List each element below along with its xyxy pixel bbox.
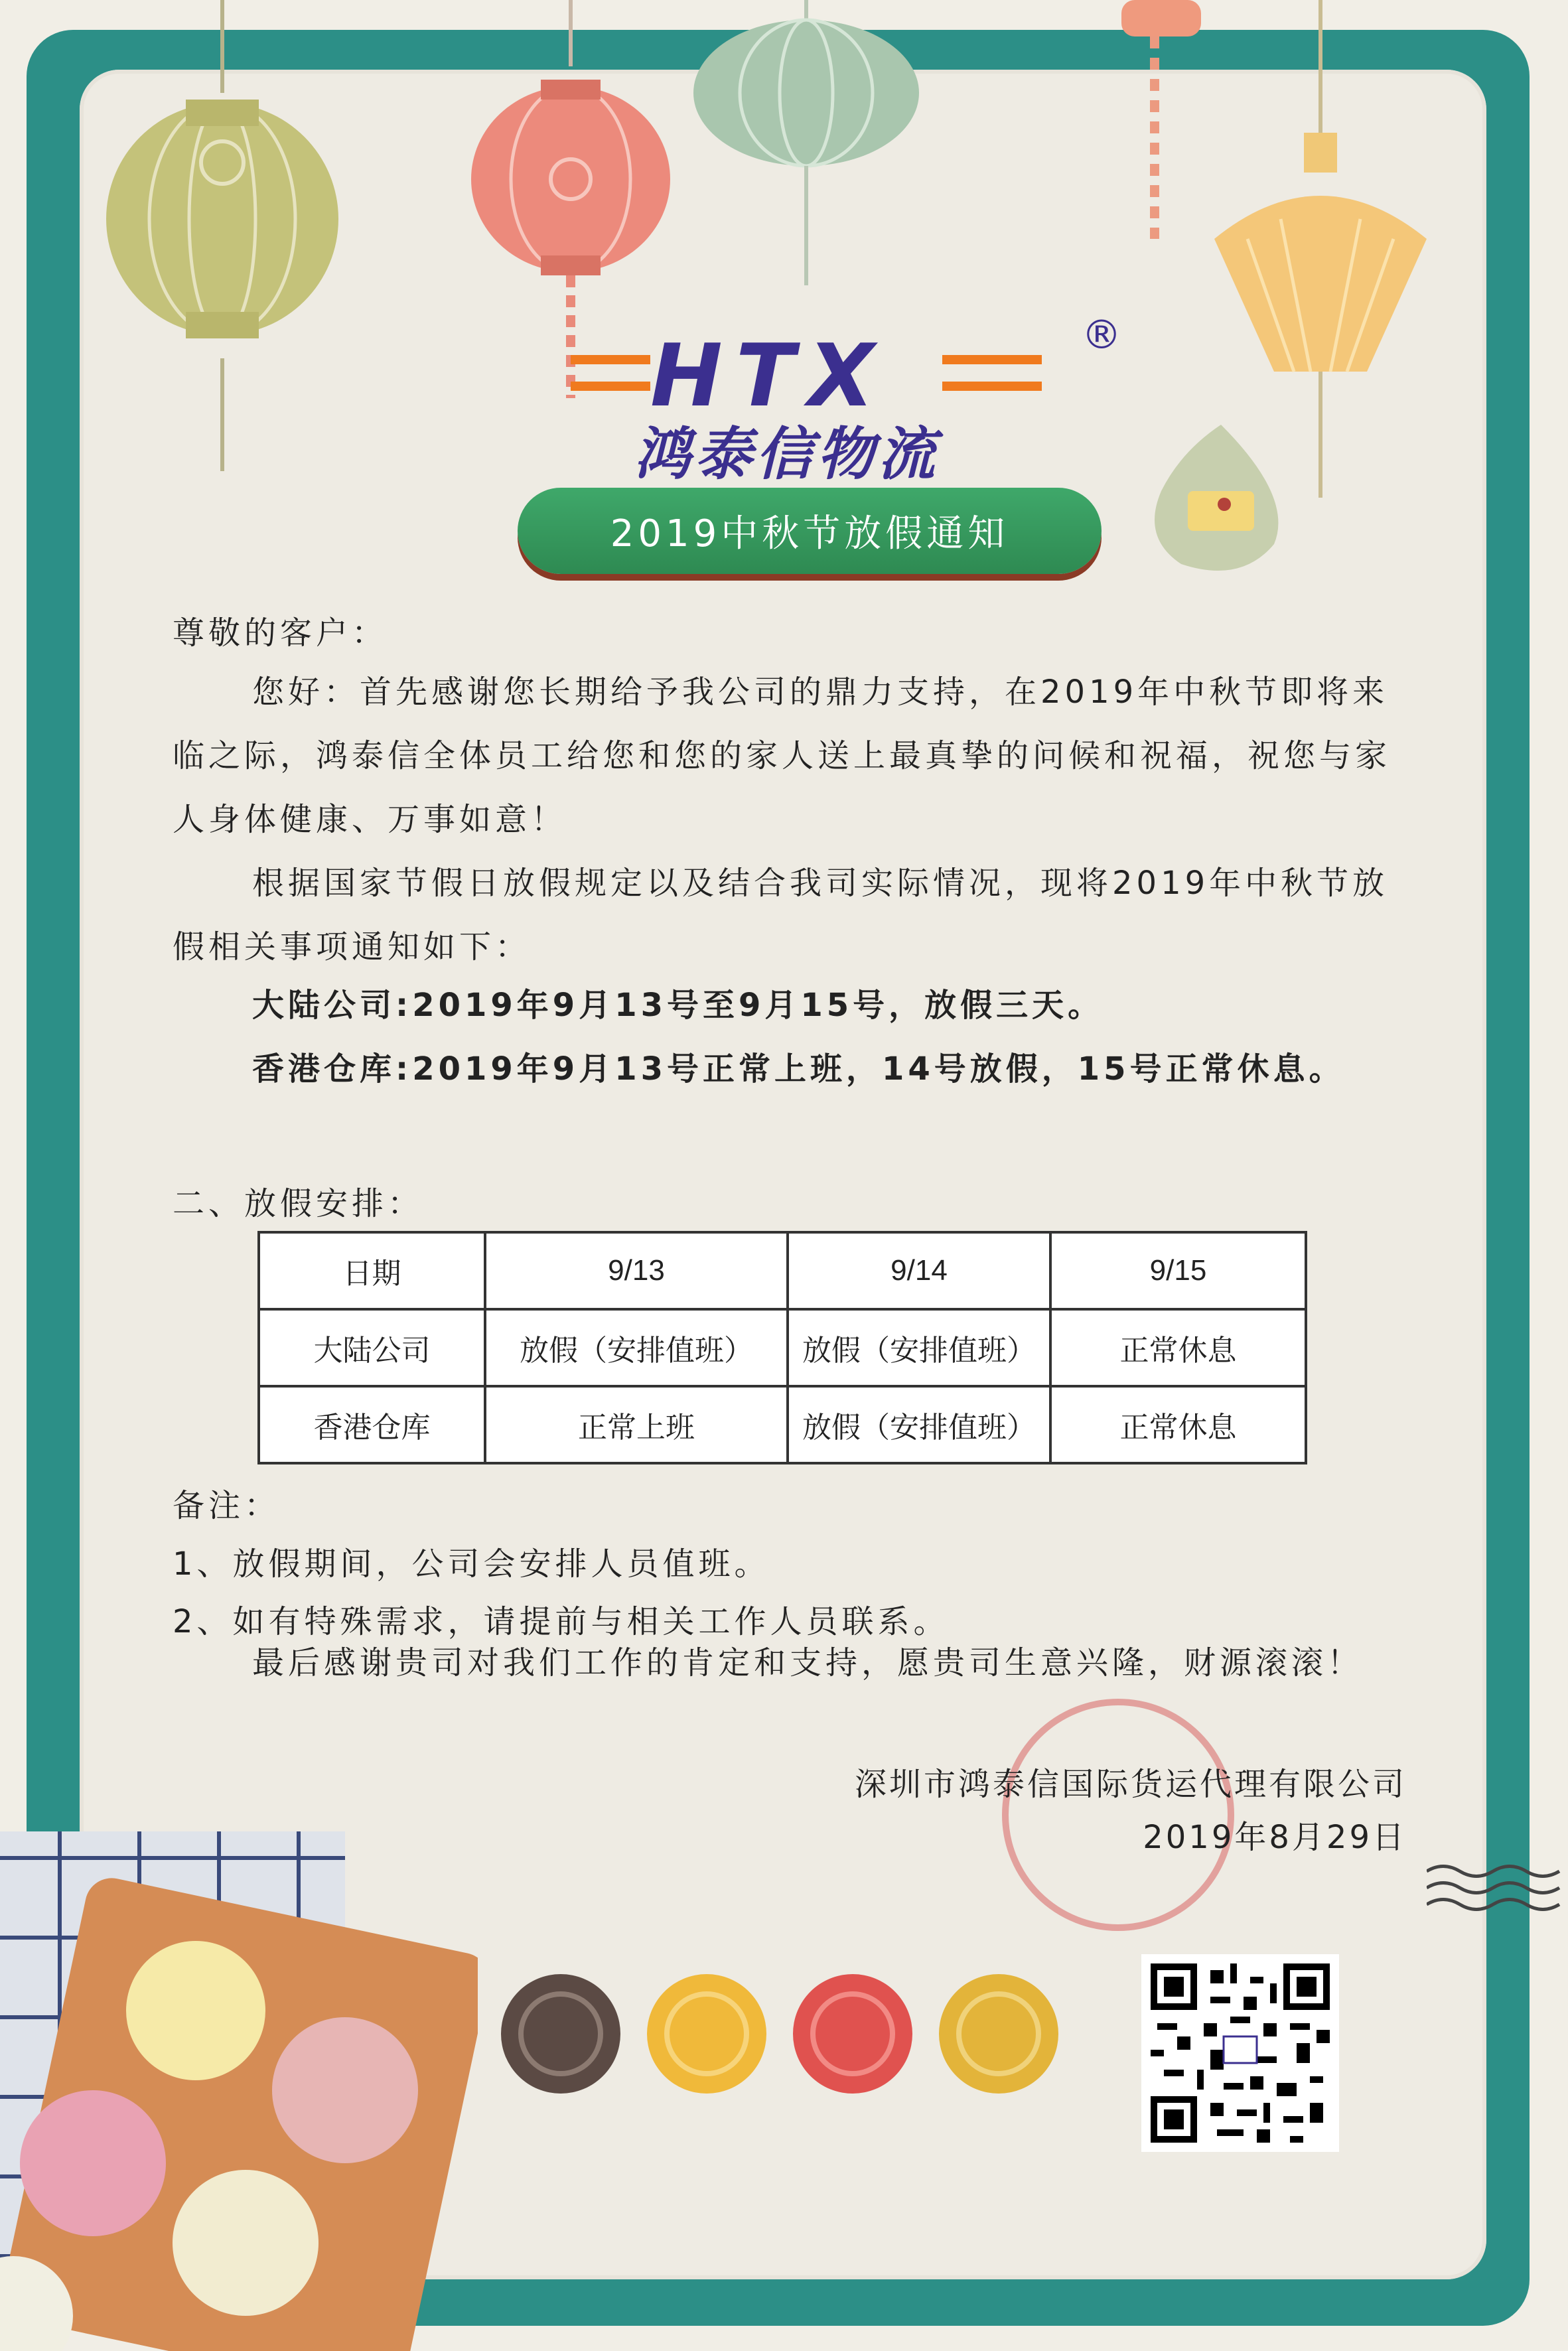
table-header-row bbox=[259, 1232, 1306, 1309]
table-header-cell: 9/15 bbox=[1050, 1232, 1306, 1309]
table-header-cell: 日期 bbox=[259, 1232, 485, 1309]
signature-date: 2019年8月29日 bbox=[1143, 1819, 1407, 1856]
qr-code-icon bbox=[1151, 1963, 1330, 2143]
paragraph-hongkong: 香港仓库:2019年9月13号正常上班，14号放假，15号正常休息。 bbox=[252, 1050, 1345, 1088]
logo-stripe bbox=[571, 382, 650, 391]
wave-lines-decoration bbox=[1427, 1858, 1568, 1918]
registered-mark: ® bbox=[1082, 312, 1121, 358]
paragraph-mainland: 大陆公司:2019年9月13号至9月15号，放假三天。 bbox=[252, 987, 1104, 1024]
mooncakes-decoration bbox=[491, 1964, 1088, 2103]
table-cell: 放假（安排值班） bbox=[485, 1309, 788, 1386]
notes-label: 备注： bbox=[173, 1487, 281, 1524]
dish-decoration bbox=[1141, 418, 1301, 584]
table-cell: 正常休息 bbox=[1050, 1309, 1306, 1386]
paragraph-intro: 您好：首先感谢您长期给予我公司的鼎力支持，在2019年中秋节即将来临之际，鸿泰信全体员工给您和您的家人送上最真挚的问候和祝福，祝您与家人身体健康、万事如意！ bbox=[173, 674, 1391, 838]
signature-company: 深圳市鸿泰信国际货运代理有限公司 bbox=[854, 1766, 1407, 1803]
logo-wordmark: HTX bbox=[650, 325, 888, 426]
mooncake-board-decoration bbox=[0, 1805, 478, 2351]
holiday-schedule-table bbox=[257, 1231, 1307, 1464]
table-row bbox=[259, 1386, 1306, 1463]
table-cell: 放假（安排值班） bbox=[788, 1386, 1050, 1463]
table-header-cell: 9/14 bbox=[788, 1232, 1050, 1309]
table-cell: 香港仓库 bbox=[259, 1386, 485, 1463]
note-item-2: 2、如有特殊需求，请提前与相关工作人员联系。 bbox=[173, 1603, 950, 1640]
table-cell: 大陆公司 bbox=[259, 1309, 485, 1386]
table-cell: 放假（安排值班） bbox=[788, 1309, 1050, 1386]
qr-code[interactable] bbox=[1141, 1954, 1339, 2152]
brand-name-cn: 鸿泰信物流 bbox=[634, 421, 939, 488]
note-item-1: 1、放假期间，公司会安排人员值班。 bbox=[173, 1545, 770, 1583]
brand-logo bbox=[571, 312, 1121, 488]
section-title: 二、放假安排： bbox=[173, 1185, 424, 1222]
logo-stripe bbox=[571, 355, 650, 364]
table-row bbox=[259, 1309, 1306, 1386]
notice-title: 2019中秋节放假通知 bbox=[518, 488, 1102, 574]
greeting: 尊敬的客户： bbox=[173, 614, 388, 652]
table-header-cell: 9/13 bbox=[485, 1232, 788, 1309]
table-cell: 正常上班 bbox=[485, 1386, 788, 1463]
paragraph-notice: 根据国家节假日放假规定以及结合我司实际情况，现将2019年中秋节放假相关事项通知如下： bbox=[173, 865, 1389, 965]
table-cell: 正常休息 bbox=[1050, 1386, 1306, 1463]
logo-stripe bbox=[942, 382, 1042, 391]
closing-paragraph: 最后感谢贵司对我们工作的肯定和支持，愿贵司生意兴隆，财源滚滚！ bbox=[252, 1644, 1364, 1681]
logo-stripe bbox=[942, 355, 1042, 364]
